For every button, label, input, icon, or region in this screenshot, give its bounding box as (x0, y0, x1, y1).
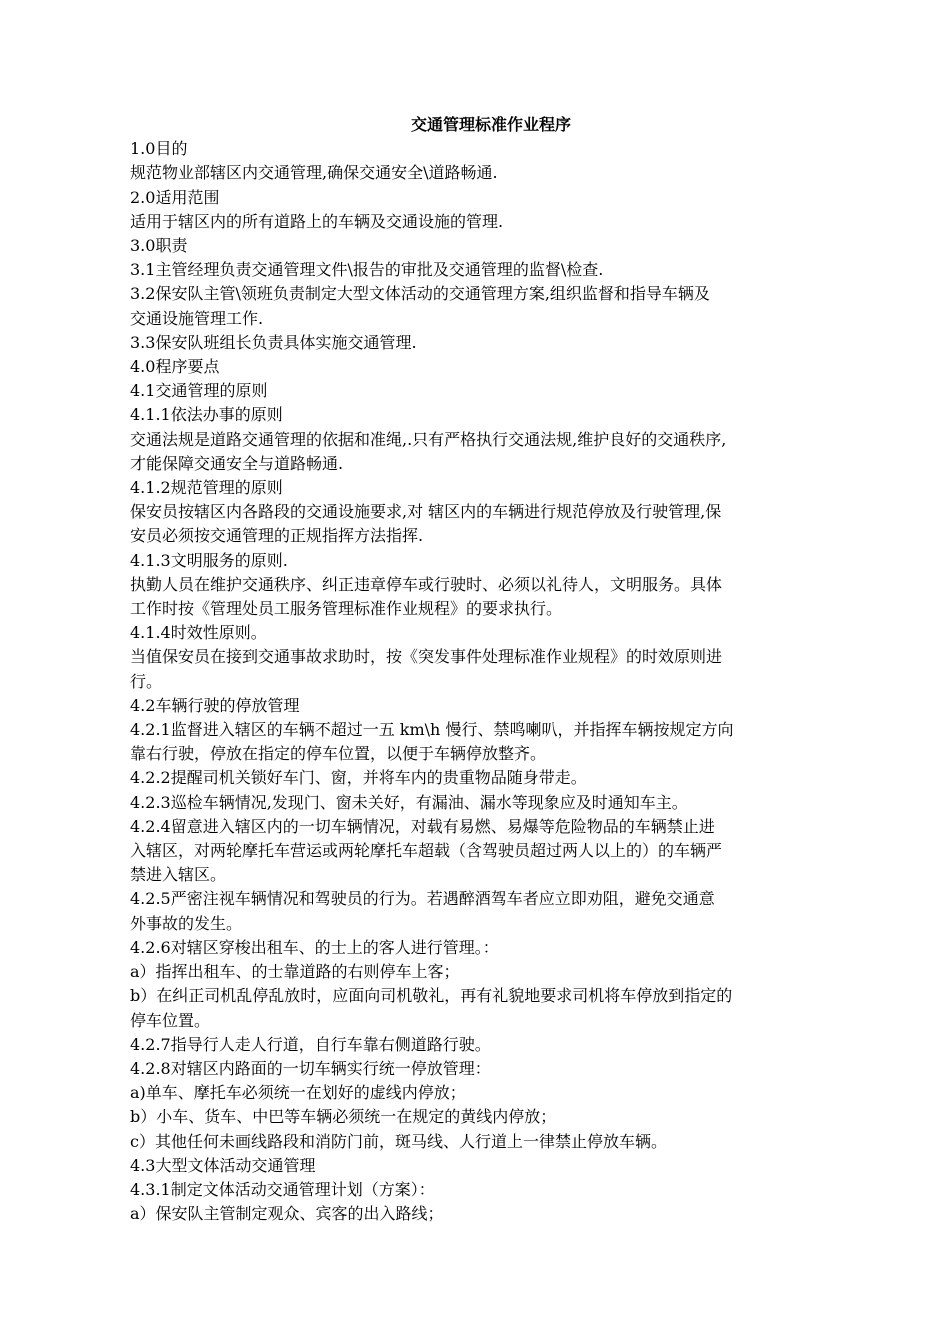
text-line: 交通法规是道路交通管理的依据和准绳,.只有严格执行交通法规,维护良好的交通秩序, (130, 429, 727, 449)
text-line: a）保安队主管制定观众、宾客的出入路线； (130, 1204, 444, 1224)
text-line: 规范物业部辖区内交通管理,确保交通安全\道路畅通. (130, 163, 498, 183)
text-line: 4.2.4留意进入辖区内的一切车辆情况，对载有易燃、易爆等危险物品的车辆禁止进 (130, 816, 715, 836)
text-line: 4.0程序要点 (130, 357, 220, 377)
text-line: a）指挥出租车、的士靠道路的右则停车上客； (130, 962, 460, 982)
text-line: 工作时按《管理处员工服务管理标准作业规程》的要求执行。 (130, 599, 563, 619)
text-line: 1.0目的 (130, 139, 188, 159)
text-line: 保安员按辖区内各路段的交通设施要求,对 辖区内的车辆进行规范停放及行驶管理,保 (130, 502, 722, 522)
text-line: 4.2.7指导行人走人行道，自行车靠右侧道路行驶。 (130, 1034, 491, 1054)
text-line: a)单车、摩托车必须统一在划好的虚线内停放； (130, 1083, 466, 1103)
text-line: 3.0职责 (130, 236, 188, 255)
text-line: 当值保安员在接到交通事故求助时，按《突发事件处理标准作业规程》的时效原则进 (130, 647, 723, 667)
text-line: 4.2.6对辖区穿梭出租车、的士上的客人进行管理。： (130, 937, 499, 957)
text-line: 4.2.8对辖区内路面的一切车辆实行统一停放管理： (130, 1058, 491, 1078)
text-line: 禁进入辖区。 (130, 865, 227, 885)
text-line: 4.2.3巡检车辆情况,发现门、窗未关好，有漏油、漏水等现象应及时通知车主。 (130, 792, 688, 812)
text-line: 入辖区，对两轮摩托车营运或两轮摩托车超载（含驾驶员超过两人以上的）的车辆严 (130, 841, 723, 861)
text-line: 2.0适用范围 (130, 187, 220, 207)
text-line: 4.1.3文明服务的原则. (130, 550, 288, 570)
text-line: 4.1交通管理的原则 (130, 381, 268, 401)
text-line: 4.1.4时效性原则。 (130, 623, 267, 643)
text-line: 行。 (130, 671, 163, 691)
document-lines (130, 137, 852, 1226)
text-line: c）其他任何未画线路段和消防门前，斑马线、人行道上一律禁止停放车辆。 (130, 1131, 667, 1151)
text-line: 才能保障交通安全与道路畅通. (130, 453, 344, 473)
text-line: 4.2.5严密注视车辆情况和驾驶员的行为。若遇醉酒驾车者应立即劝阻，避免交通意 (130, 889, 715, 909)
text-line: 4.3大型文体活动交通管理 (130, 1155, 316, 1175)
text-line: 4.1.2规范管理的原则 (130, 478, 283, 498)
text-line: 3.1主管经理负责交通管理文件\报告的审批及交通管理的监督\检查. (130, 260, 604, 280)
text-line: 执勤人员在维护交通秩序、纠正违章停车或行驶时、必须以礼待人，文明服务。具体 (130, 574, 723, 594)
text-line: 4.2.1监督进入辖区的车辆不超过一五 km\h 慢行、禁鸣喇叭，并指挥车辆按规定方向 (130, 720, 734, 740)
text-line: 3.2保安队主管\领班负责制定大型文体活动的交通管理方案,组织监督和指导车辆及 (130, 284, 710, 304)
text-line: 4.3.1制定文体活动交通管理计划（方案）： (130, 1179, 435, 1199)
document-title: 交通管理标准作业程序 (410, 115, 571, 134)
text-line: 4.1.1依法办事的原则 (130, 405, 283, 425)
text-line: 3.3保安队班组长负责具体实施交通管理. (130, 332, 417, 352)
text-line: b）小车、货车、中巴等车辆必须统一在规定的黄线内停放； (130, 1107, 557, 1127)
text-line: 靠右行驶，停放在指定的停车位置，以便于车辆停放整齐。 (130, 744, 547, 764)
text-line: 适用于辖区内的所有道路上的车辆及交通设施的管理. (130, 211, 504, 231)
text-line: 安员必须按交通管理的正规指挥方法指挥. (130, 526, 424, 546)
text-line: 交通设施管理工作. (130, 308, 264, 328)
text-line: 停车位置。 (130, 1010, 211, 1030)
text-line: 4.2车辆行驶的停放管理 (130, 695, 300, 715)
text-line: b）在纠正司机乱停乱放时，应面向司机敬礼，再有礼貌地要求司机将车停放到指定的 (130, 986, 733, 1006)
text-line: 外事故的发生。 (130, 913, 243, 933)
document-body (130, 113, 852, 1226)
text-line: 4.2.2提醒司机关锁好车门、窗，并将车内的贵重物品随身带走。 (130, 768, 587, 788)
